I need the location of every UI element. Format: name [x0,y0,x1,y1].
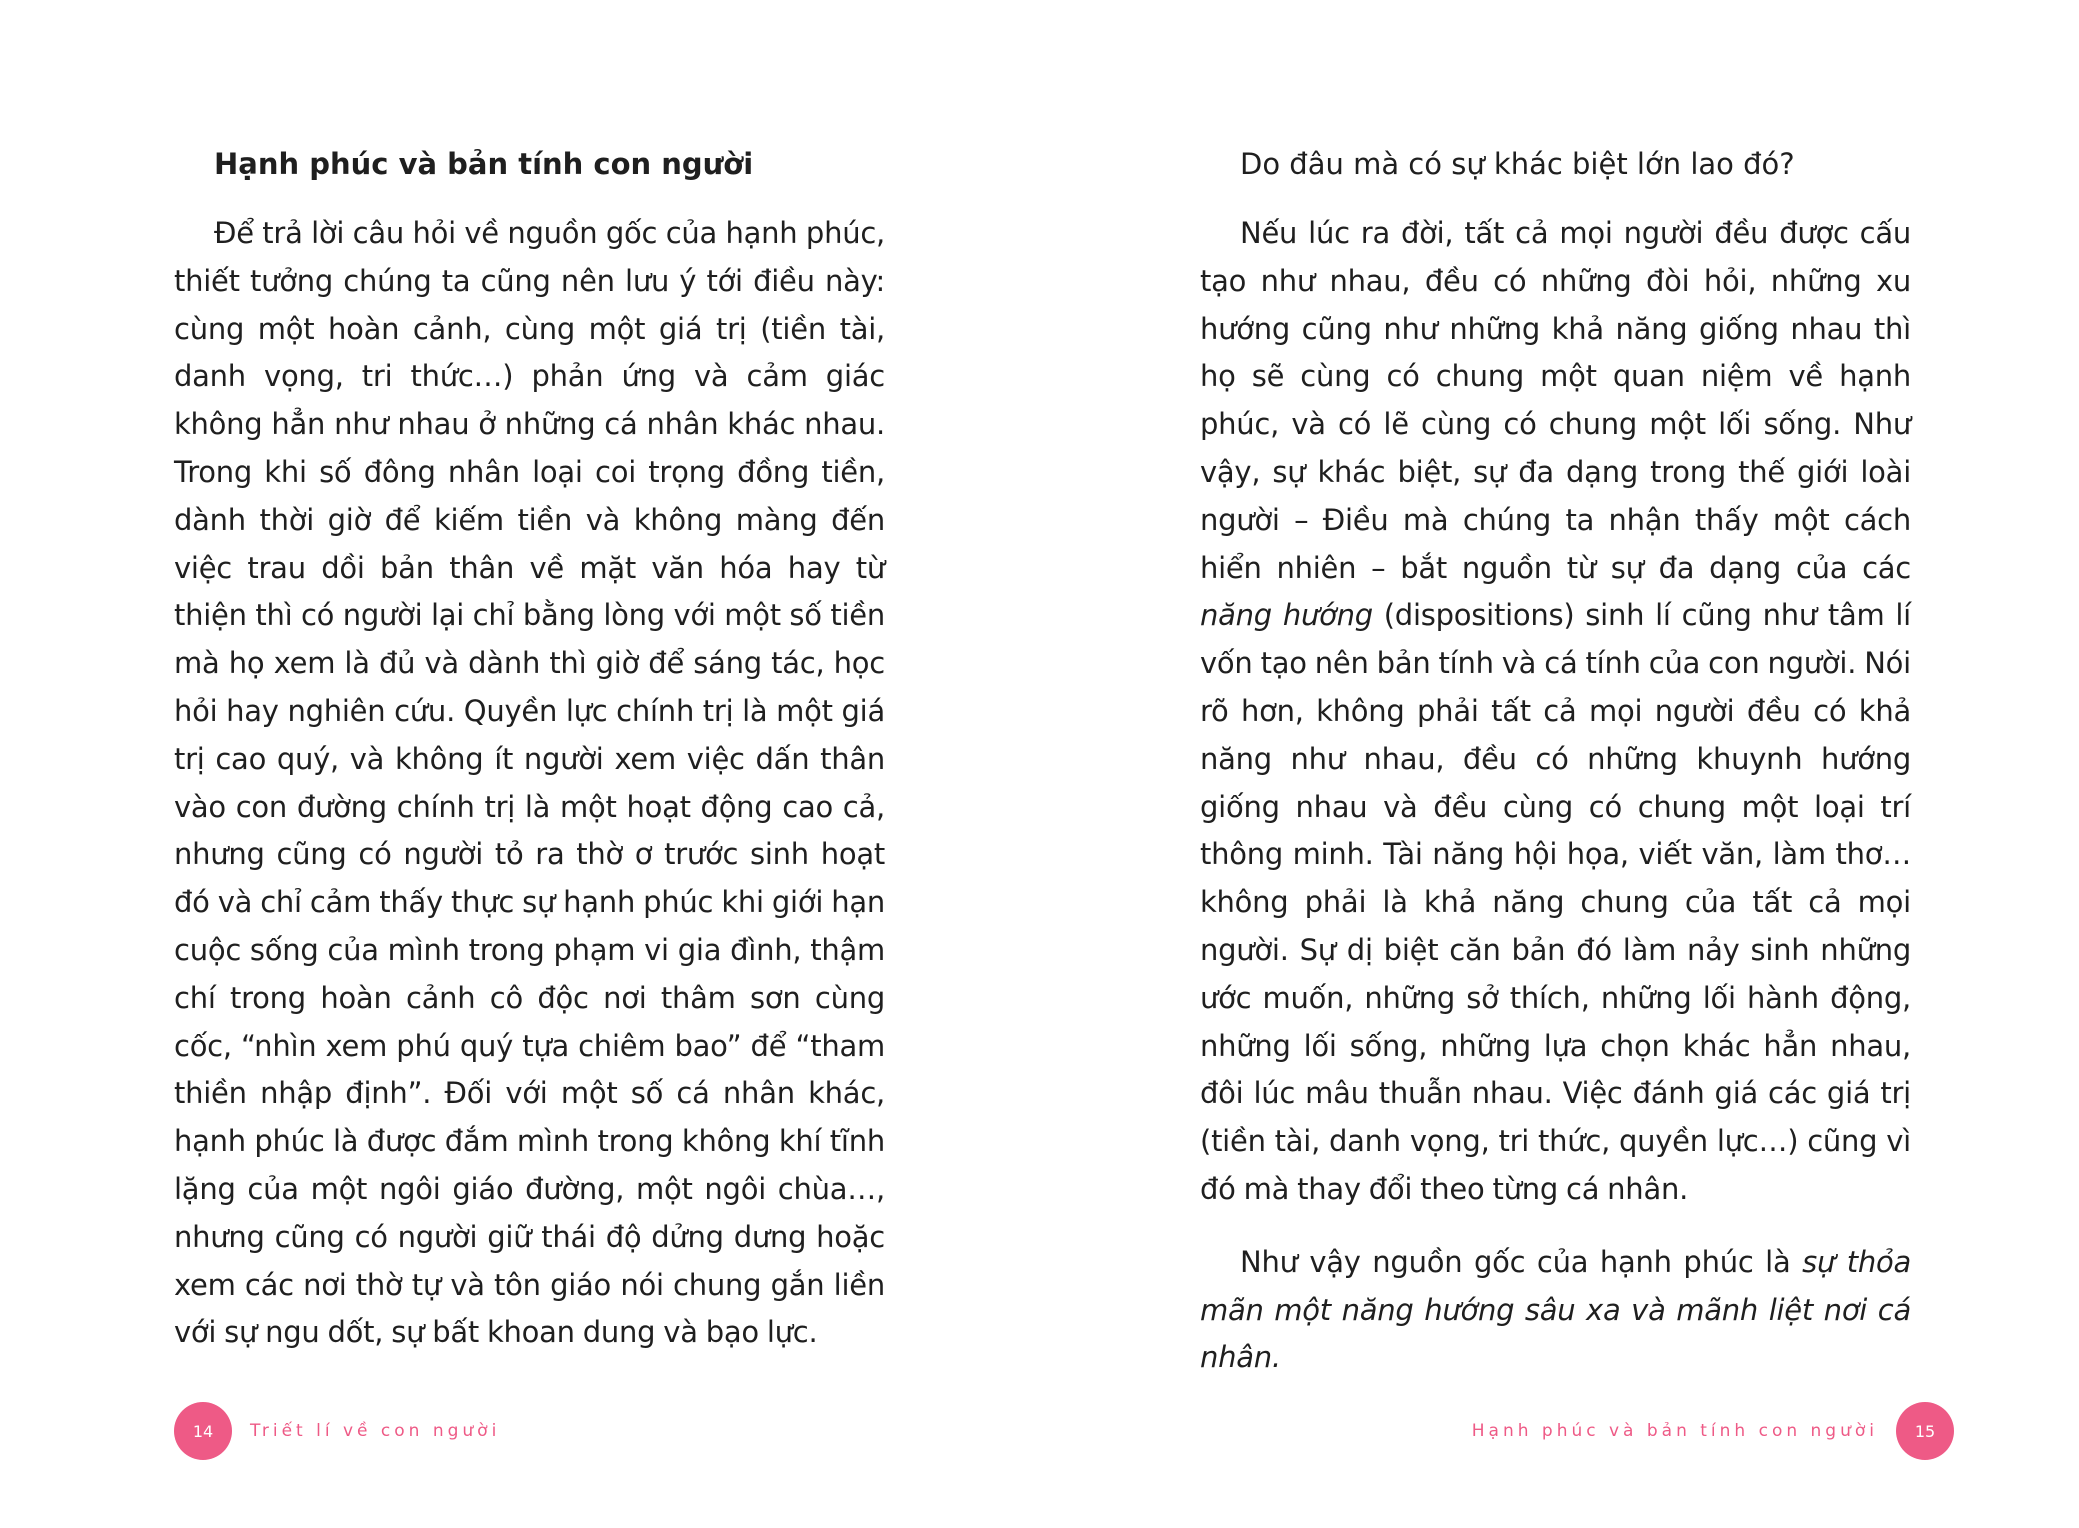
paragraph-text: Nếu lúc ra đời, tất cả mọi người đều được cấu tạo như nhau, đều có những đòi hỏi, những xu hướng cũng như những khả năng giống nhau thì họ sẽ cùng có chung một quan niệm về hạnh phúc, và có lẽ cùng có chung một lối sống. Như vậy, sự khác biệt, sự đa dạng trong thế giới loài người – Điều mà chúng ta nhận thấy một cách hiển nhiên – bắt nguồn từ sự đa dạng của các [1200,216,1911,585]
right-text-column [1200,140,1911,1382]
right-page [1040,0,2079,1528]
paragraph-text: Như vậy nguồn gốc của hạnh phúc là [1240,1244,1803,1279]
right-footer [1472,1403,1954,1459]
left-text-column [174,140,885,1357]
body-paragraph: Để trả lời câu hỏi về nguồn gốc của hạnh phúc, thiết tưởng chúng ta cũng nên lưu ý tới điều này: cùng một hoàn cảnh, cùng một giá trị (tiền tài, danh vọng, tri thức…) phản ứng và cảm giác không hẳn như nhau ở những cá nhân khác nhau. Trong khi số đông nhân loại coi trọng đồng tiền, dành thời giờ để kiếm tiền và không màng đến việc trau dồi bản thân về mặt văn hóa hay từ thiện thì có người lại chỉ bằng lòng với một số tiền mà họ xem là đủ và dành thì giờ để sáng tác, học hỏi hay nghiên cứu. Quyền lực chính trị là một giá trị cao quý, và không ít người xem việc dấn thân vào con đường chính trị là một hoạt động cao cả, nhưng cũng có người tỏ ra thờ ơ trước sinh hoạt đó và chỉ cảm thấy thực sự hạnh phúc khi giới hạn cuộc sống của mình trong phạm vi gia đình, thậm chí trong hoàn cảnh cô độc nơi thâm sơn cùng cốc, “nhìn xem phú quý tựa chiêm bao” để “tham thiền nhập định”. Đối với một số cá nhân khác, hạnh phúc là được đắm mình trong không khí tĩnh lặng của một ngôi giáo đường, một ngôi chùa…, nhưng cũng có người giữ thái độ dửng dưng hoặc xem các nơi thờ tự và tôn giáo nói chung gắn liền với sự ngu dốt, sự bất khoan dung và bạo lực. [174,216,885,1350]
page-number-badge: 14 [174,1402,232,1460]
italic-conclusion: sự thỏa mãn một năng hướng sâu xa và mãnh liệt nơi cá nhân. [1200,1244,1911,1375]
running-title: Hạnh phúc và bản tính con người [1471,1421,1878,1441]
section-heading: Hạnh phúc và bản tính con người [214,147,754,181]
left-footer [174,1403,500,1459]
body-paragraph [1200,210,1911,1214]
paragraph-text: (dispositions) sinh lí cũng như tâm lí vốn tạo nên bản tính và cá tính của con người. Nói rõ hơn, không phải tất cả mọi người đều có khả năng như nhau, đều có những khuynh hướng giống nhau và đều cùng có chung một loại trí thông minh. Tài năng hội họa, viết văn, làm thơ… không phải là khả năng chung của tất cả mọi người. Sự dị biệt căn bản đó làm nảy sinh những ước muốn, những sở thích, những lối hành động, những lối sống, những lựa chọn khác hẳn nhau, đôi lúc mâu thuẫn nhau. Việc đánh giá các giá trị (tiền tài, danh vọng, tri thức, quyền lực…) cũng vì đó mà thay đổi theo từng cá nhân. [1200,598,1911,1206]
italic-term: năng hướng [1200,598,1373,633]
page-number-badge: 15 [1896,1402,1954,1460]
conclusion-paragraph [1200,1239,1911,1382]
opening-question: Do đâu mà có sự khác biệt lớn lao đó? [1240,147,1795,181]
running-title: Triết lí về con người [250,1421,501,1441]
